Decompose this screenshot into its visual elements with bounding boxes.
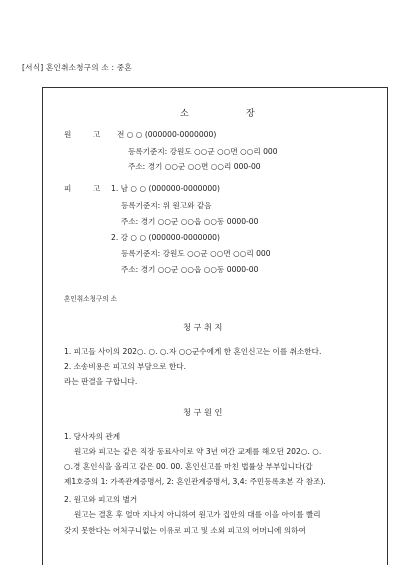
plaintiff-name: 전 ○ ○ (000000-0000000) bbox=[117, 130, 217, 139]
section-1-title: 1. 당사자의 관계 bbox=[64, 432, 121, 441]
plaintiff-label-char-2: 고 bbox=[93, 130, 101, 139]
document-title-char-1: 소 bbox=[180, 109, 189, 119]
case-name: 혼인취소청구의 소 bbox=[64, 295, 118, 303]
defendant-1-address: 주소: 경기 ○○군 ○○읍 ○○동 0000-00 bbox=[121, 217, 259, 226]
claim-purpose-heading: 청 구 취 지 bbox=[183, 322, 223, 332]
defendant-2-name: 2. 강 ○ ○ (000000-0000000) bbox=[111, 233, 220, 242]
claim-purpose-item-1: 1. 피고들 사이의 202○. ○. ○.자 ○○군수에게 한 혼인신고는 이를 취소한다. bbox=[64, 347, 322, 356]
section-2-line: 원고는 결혼 후 얼마 지나지 아니하여 원고가 집안의 대를 이을 아이를 빨리 bbox=[74, 510, 321, 519]
section-2-line: 갖지 못한다는 어처구니없는 이유로 피고 및 소외 피고의 어머니에 의하여 bbox=[64, 526, 306, 535]
plaintiff-registry: 등록기준지: 강원도 ○○군 ○○면 ○○리 000 bbox=[128, 147, 278, 156]
defendant-2-registry: 등록기준지: 강원도 ○○군 ○○면 ○○리 000 bbox=[121, 249, 271, 258]
claim-purpose-closing: 라는 판결을 구합니다. bbox=[64, 377, 138, 386]
defendant-1-name: 1. 남 ○ ○ (000000-0000000) bbox=[111, 184, 220, 193]
defendant-1-registry: 등록기준지: 위 원고와 같음 bbox=[121, 201, 212, 210]
section-1-line: 제1호증의 1: 가족관계증명서, 2: 혼인관계증명서, 3,4: 주민등록초본 각 참조). bbox=[64, 477, 326, 486]
plaintiff-label-char-1: 원 bbox=[64, 130, 72, 139]
defendant-2-address: 주소: 경기 ○○군 ○○읍 ○○동 0000-00 bbox=[121, 265, 259, 274]
claim-purpose-item-2: 2. 소송비용은 피고의 부담으로 한다. bbox=[64, 362, 187, 371]
section-1-line: ○.경 혼인식을 올리고 같은 00. 00. 혼인신고를 마친 법률상 부부입니다(갑 bbox=[64, 462, 313, 471]
defendant-label-char-1: 피 bbox=[64, 184, 72, 193]
plaintiff-address: 주소: 경기 ○○군 ○○면 ○○리 000-00 bbox=[128, 162, 261, 171]
claim-cause-heading: 청 구 원 인 bbox=[183, 407, 223, 417]
document-title-char-2: 장 bbox=[246, 109, 255, 119]
defendant-label-char-2: 고 bbox=[93, 184, 101, 193]
section-1-line: 원고와 피고는 같은 직장 동료사이로 약 3년 여간 교제를 해오던 202○. ○. bbox=[74, 447, 322, 456]
section-2-title: 2. 원고와 피고의 별거 bbox=[64, 495, 138, 504]
form-label: [서식] 혼인취소청구의 소 : 중혼 bbox=[22, 63, 132, 72]
